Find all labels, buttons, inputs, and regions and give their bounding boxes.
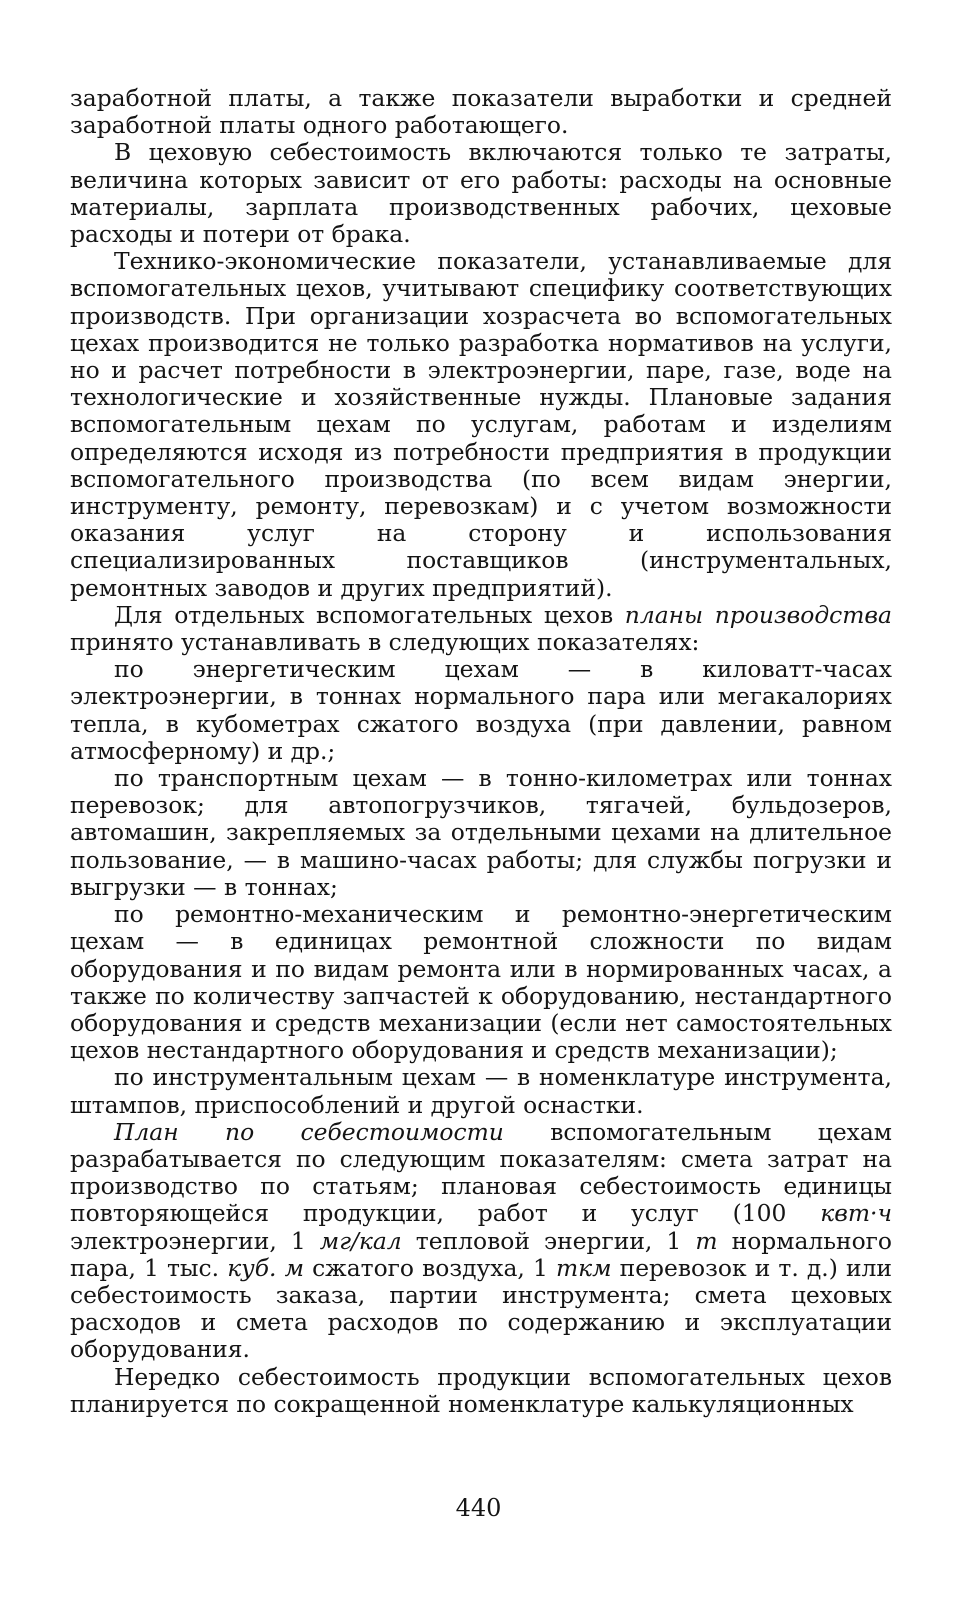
- page-number: 440: [455, 1494, 502, 1522]
- paragraph-reduced-nomenclature: Нередко себестоимость продукции вспомогательных цехов планируется по сокращенной номенклатуре калькуляционных: [70, 1362, 892, 1418]
- italic-unit: ткм: [555, 1253, 612, 1282]
- list-item-energy-shops: по энергетическим цехам — в киловатт-часах электроэнергии, в тоннах нормального пара или мегакалориях тепла, в кубометрах сжатого воздуха (при давлении, равном атмосферному) и др.;: [70, 655, 892, 765]
- list-item-repair-shops: по ремонтно-механическим и ремонтно-энергетическим цехам — в единицах ремонтной сложности по видам оборудования и по видам ремонта или в нормированных часах, а также по количеству запчастей к оборудованию, нестандартного оборудования и средств механизации (если нет самостоятельных цехов нестандартного оборудования и средств механизации);: [70, 900, 892, 1065]
- list-item-transport-shops: по транспортным цехам — в тонно-километрах или тоннах перевозок; для автопогрузчиков, тягачей, бульдозеров, автомашин, закрепляемых за отдельными цехами на длительное пользование, — в машино-часах работы; для службы погрузки и выгрузки — в тоннах;: [70, 764, 892, 901]
- italic-unit: мг/кал: [319, 1226, 402, 1255]
- paragraph-technical-economic-indicators: Технико-экономические показатели, устанавливаемые для вспомогательных цехов, учитывают специфику соответствующих производств. При организации хозрасчета во вспомогательных цехах производится не только разработка нормативов на услуги, но и расчет потребности в электроэнергии, паре, газе, воде на технологические и хозяйственные нужды. Плановые задания вспомогательным цехам по услугам, работам и изделиям определяются исходя из потребности предприятия в продукции вспомогательного производства (по всем видам энергии, инструменту, ремонту, перевозкам) и с учетом возможности оказания услуг на сторону и использования специализированных поставщиков (инструментальных, ремонтных заводов и других предприятий).: [70, 247, 892, 602]
- paragraph-continuation: заработной платы, а также показатели выработки и средней заработной платы одного работающего.: [70, 84, 892, 140]
- list-item-tool-shops: по инструментальным цехам — в номенклатуре инструмента, штампов, приспособлений и другой оснастки.: [70, 1063, 892, 1119]
- text-segment: тепловой энергии, 1: [401, 1226, 696, 1255]
- paragraph-production-plans: [70, 602, 892, 656]
- text-segment: Для отдельных вспомогательных цехов: [114, 600, 625, 629]
- text-segment: сжатого воздуха, 1: [303, 1253, 556, 1282]
- text-segment: электроэнергии, 1: [70, 1226, 320, 1255]
- paragraph-cost-plan: [70, 1119, 892, 1364]
- page-body: [70, 85, 892, 1418]
- italic-unit: куб. м: [227, 1253, 304, 1282]
- italic-unit: т: [695, 1226, 718, 1255]
- italic-term: План по себестоимости: [114, 1117, 504, 1146]
- text-segment: принято устанавливать в следующих показателях:: [70, 628, 700, 657]
- text-segment: перевозок и т. д.) или себестоимость заказа, партии инструмента; смета цеховых расходов и смета расходов по содержанию и эксплуатации оборудования.: [70, 1253, 893, 1364]
- paragraph-shop-cost: В цеховую себестоимость включаются только те затраты, величина которых зависит от его работы: расходы на основные материалы, зарплата производственных рабочих, цеховые расходы и потери от брака.: [70, 138, 892, 249]
- italic-term: планы производства: [624, 600, 892, 629]
- italic-unit: квт·ч: [820, 1199, 892, 1228]
- text-segment: нормального пара, 1 тыс.: [70, 1226, 892, 1282]
- text-segment: вспомогательным цехам разрабатывается по следующим показателям: смета затрат на производство по статьям; плановая себестоимость единицы повторяющейся продукции, работ и услуг (100: [70, 1117, 892, 1228]
